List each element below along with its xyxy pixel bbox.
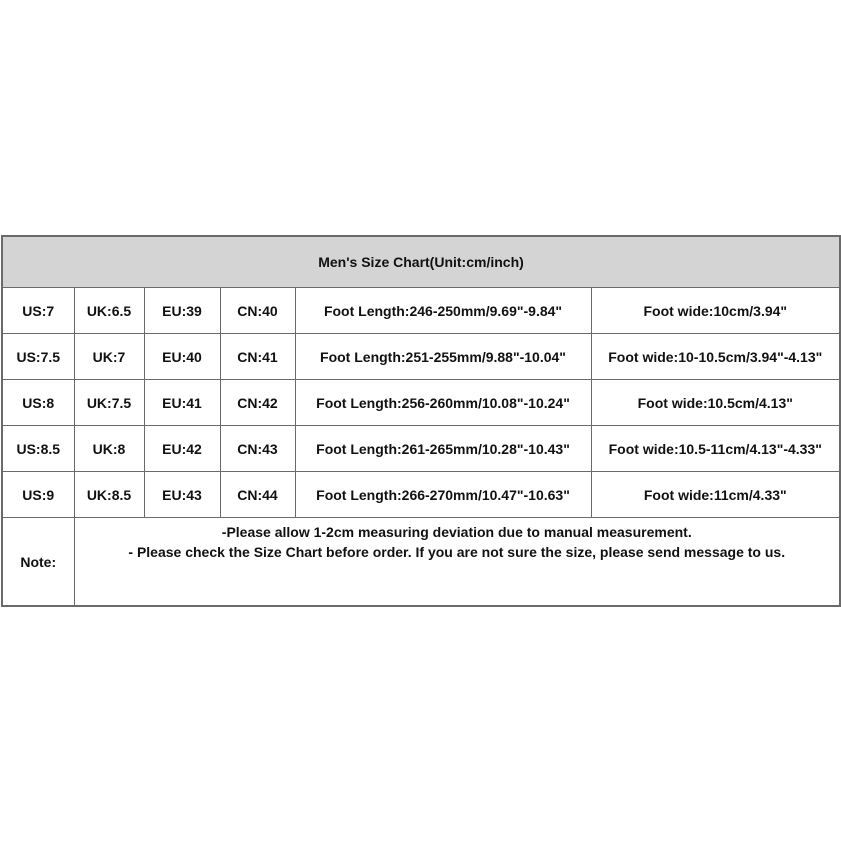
uk-size-cell: UK:7 <box>74 334 144 380</box>
foot-length-cell: Foot Length:261-265mm/10.28"-10.43" <box>295 426 591 472</box>
note-row <box>2 518 840 607</box>
table-row <box>2 288 840 334</box>
us-size-cell: US:8 <box>2 380 74 426</box>
foot-length-cell: Foot Length:256-260mm/10.08"-10.24" <box>295 380 591 426</box>
us-size-cell: US:7.5 <box>2 334 74 380</box>
eu-size-cell: EU:42 <box>144 426 220 472</box>
cn-size-cell: CN:42 <box>220 380 295 426</box>
us-size-cell: US:8.5 <box>2 426 74 472</box>
cn-size-cell: CN:43 <box>220 426 295 472</box>
foot-length-cell: Foot Length:246-250mm/9.69"-9.84" <box>295 288 591 334</box>
note-text <box>74 518 840 607</box>
cn-size-cell: CN:44 <box>220 472 295 518</box>
foot-width-cell: Foot wide:11cm/4.33" <box>591 472 840 518</box>
note-label: Note: <box>2 518 74 607</box>
foot-length-cell: Foot Length:251-255mm/9.88"-10.04" <box>295 334 591 380</box>
table-row <box>2 472 840 518</box>
uk-size-cell: UK:6.5 <box>74 288 144 334</box>
uk-size-cell: UK:7.5 <box>74 380 144 426</box>
title-row <box>2 236 840 288</box>
table-row <box>2 426 840 472</box>
note-line-2: - Please check the Size Chart before order. If you are not sure the size, please send message to us. <box>128 544 786 560</box>
foot-length-cell: Foot Length:266-270mm/10.47"-10.63" <box>295 472 591 518</box>
foot-width-cell: Foot wide:10.5cm/4.13" <box>591 380 840 426</box>
uk-size-cell: UK:8 <box>74 426 144 472</box>
uk-size-cell: UK:8.5 <box>74 472 144 518</box>
chart-title: Men's Size Chart(Unit:cm/inch) <box>2 236 840 288</box>
size-chart-table <box>1 235 841 607</box>
foot-width-cell: Foot wide:10.5-11cm/4.13"-4.33" <box>591 426 840 472</box>
eu-size-cell: EU:41 <box>144 380 220 426</box>
note-line-1: -Please allow 1-2cm measuring deviation due to manual measurement. <box>221 524 692 540</box>
us-size-cell: US:9 <box>2 472 74 518</box>
foot-width-cell: Foot wide:10cm/3.94" <box>591 288 840 334</box>
table-row <box>2 334 840 380</box>
eu-size-cell: EU:40 <box>144 334 220 380</box>
eu-size-cell: EU:39 <box>144 288 220 334</box>
foot-width-cell: Foot wide:10-10.5cm/3.94"-4.13" <box>591 334 840 380</box>
cn-size-cell: CN:41 <box>220 334 295 380</box>
us-size-cell: US:7 <box>2 288 74 334</box>
eu-size-cell: EU:43 <box>144 472 220 518</box>
table-row <box>2 380 840 426</box>
cn-size-cell: CN:40 <box>220 288 295 334</box>
